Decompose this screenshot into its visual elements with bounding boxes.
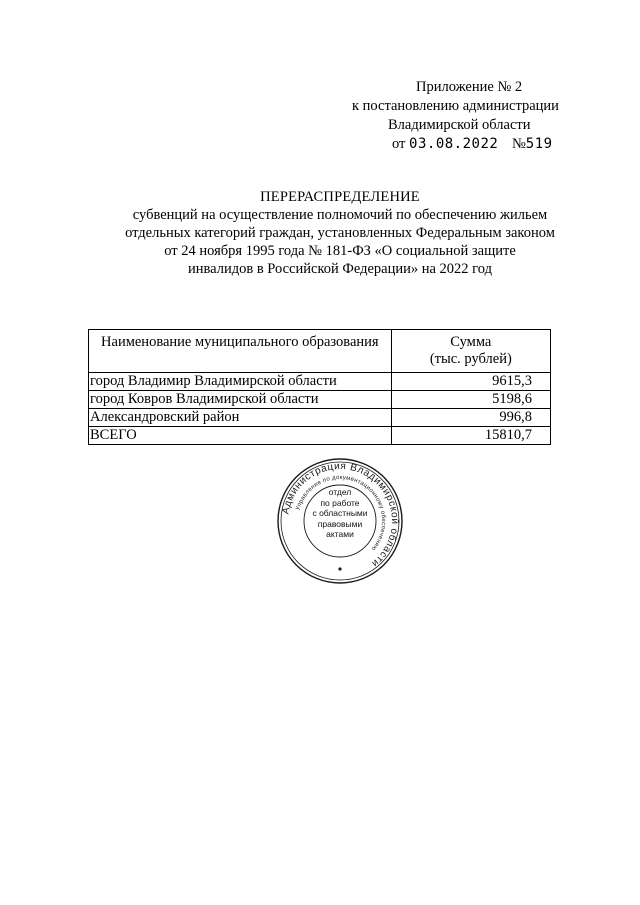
table-header-row: [89, 330, 551, 373]
stamp-center-line: правовыми: [317, 518, 363, 529]
appendix-resolution: к постановлению администрации: [352, 98, 559, 114]
row-sum: 5198,6: [391, 391, 550, 409]
appendix-region: Владимирской области: [388, 117, 531, 133]
stamp-inner-ring-text: Управление по документационному обеспечению: [295, 474, 387, 552]
row-name: город Владимир Владимирской области: [89, 373, 392, 391]
date-prefix: от: [392, 136, 406, 152]
appendix-date-number: [330, 135, 590, 154]
row-name: Александровский район: [89, 409, 392, 427]
number-value: 519: [525, 136, 553, 152]
stamp-ring-text: Администрация Владимирской области: [280, 460, 401, 570]
title-heading: ПЕРЕРАСПРЕДЕЛЕНИЕ: [260, 189, 420, 205]
appendix-header: [330, 78, 590, 154]
table-row: [89, 391, 551, 409]
title-line-2: отдельных категорий граждан, установленных Федеральным законом: [125, 225, 555, 241]
total-sum: 15810,7: [391, 427, 550, 445]
header-sum: [391, 330, 550, 373]
header-sum-line1: Сумма: [450, 334, 492, 350]
total-label: ВСЕГО: [89, 427, 392, 445]
stamp-center-line: актами: [326, 529, 354, 539]
table-row: [89, 373, 551, 391]
stamp-center-line: с областными: [312, 508, 368, 518]
title-line-3: от 24 ноября 1995 года № 181-ФЗ «О социальной защите: [164, 243, 516, 259]
title-line-4: инвалидов в Российской Федерации» на 2022 год: [188, 261, 492, 277]
document-title: [70, 188, 610, 278]
stamp-center-line: по работе: [320, 497, 360, 508]
appendix-title: Приложение № 2: [416, 79, 523, 95]
stamp-center-line: отдел: [328, 487, 352, 497]
header-name: Наименование муниципального образования: [89, 330, 392, 373]
table-row-total: [89, 427, 551, 445]
header-sum-line2: (тыс. рублей): [429, 351, 512, 367]
row-name: город Ковров Владимирской области: [89, 391, 392, 409]
official-stamp: [276, 457, 404, 585]
stamp-center-text: [296, 487, 384, 540]
number-prefix: №: [511, 136, 526, 152]
distribution-table: [88, 329, 551, 445]
row-sum: 9615,3: [391, 373, 550, 391]
date-value: 03.08.2022: [409, 136, 499, 152]
table-row: [89, 409, 551, 427]
row-sum: 996,8: [391, 409, 550, 427]
stamp-star-icon: [338, 567, 341, 570]
title-line-1: субвенций на осуществление полномочий по обеспечению жильем: [132, 207, 548, 223]
